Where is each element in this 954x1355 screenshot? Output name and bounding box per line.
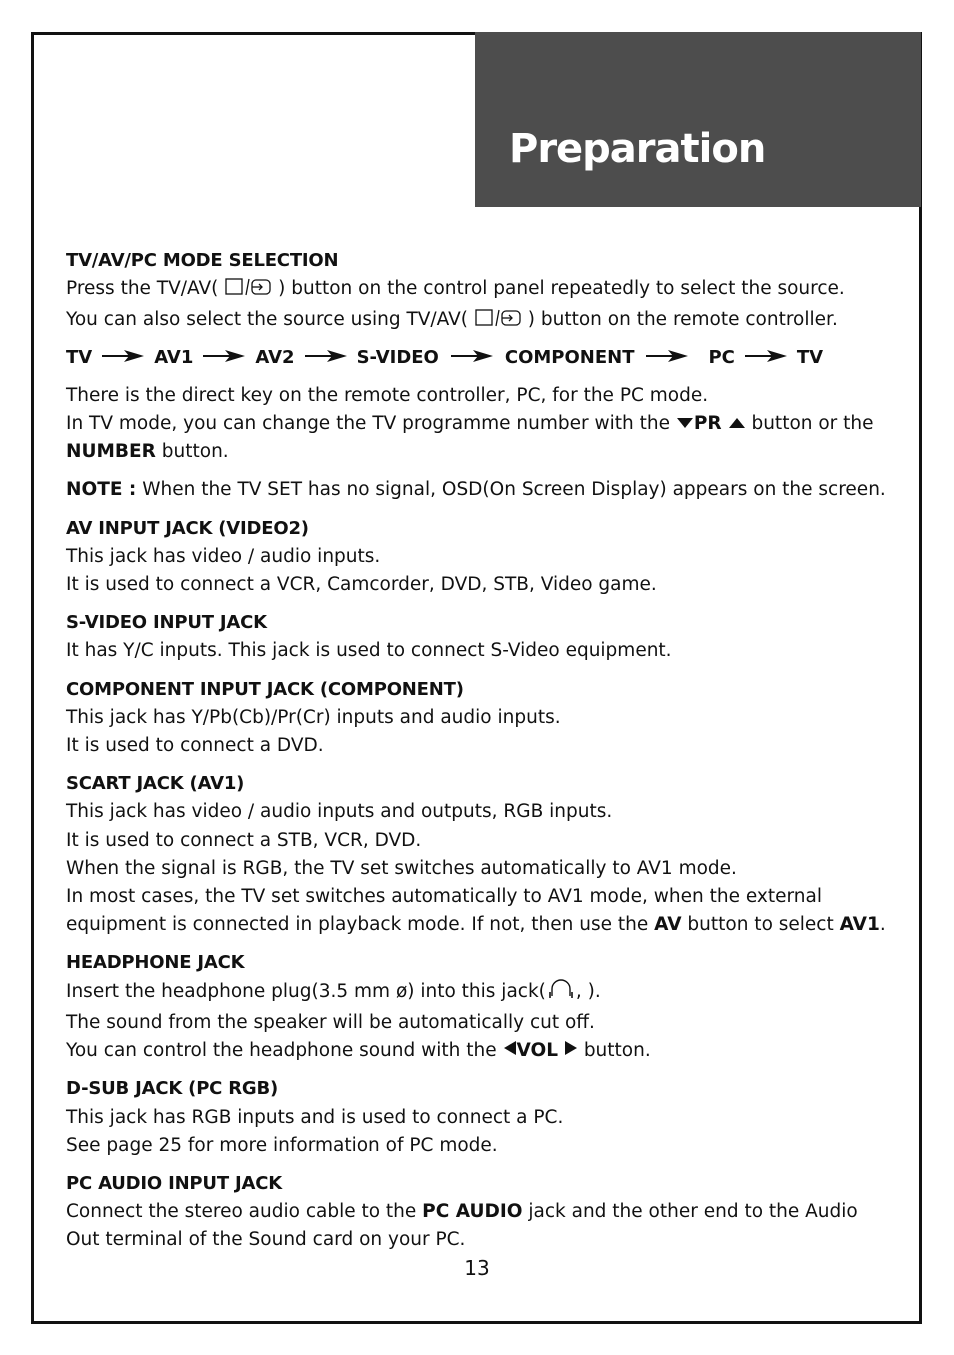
text-line: It is used to connect a DVD. [66,734,324,756]
text-line [66,1037,886,1065]
arrow-right-icon [203,344,245,372]
text-line [66,410,886,438]
section-pc-audio [66,1170,886,1255]
text-paragraph [66,1198,886,1254]
text-line: It has Y/C inputs. This jack is used to connect S-Video equipment. [66,640,672,662]
text-line: The sound from the speaker will be automatically cut off. [66,1011,595,1033]
text-line: This jack has video / audio inputs and outputs, RGB inputs. [66,801,613,823]
note-label: NOTE : [66,479,137,501]
text-fragment: button. [583,1040,651,1062]
section-heading: COMPONENT INPUT JACK (COMPONENT) [66,678,464,700]
text-line: It is used to connect a STB, VCR, DVD. [66,829,422,851]
text-line [66,275,886,306]
section-scart [66,770,886,939]
text-fragment: ) button on the control panel repeatedly to select the source. [278,278,845,300]
av1-label: AV1 [839,914,880,936]
text-fragment: ) button on the remote controller. [527,309,838,331]
text-fragment: jack and the other end to the Audio Out terminal of the Sound card on your PC. [66,1201,858,1251]
text-line [66,978,886,1009]
av-label: AV [654,914,682,936]
text-fragment: , ). [575,980,601,1002]
triangle-left-icon [503,1037,517,1065]
flow-item: TV [66,346,93,368]
header-banner [475,32,921,207]
text-fragment: In TV mode, you can change the TV programme number with the [66,412,670,434]
section-mode-selection [66,247,886,505]
text-line: It is used to connect a VCR, Camcorder, DVD, STB, Video game. [66,573,657,595]
section-heading: S-VIDEO INPUT JACK [66,612,267,634]
section-heading: HEADPHONE JACK [66,952,245,974]
text-line: When the signal is RGB, the TV set switches automatically to AV1 mode. [66,857,737,879]
section-heading: D-SUB JACK (PC RGB) [66,1078,279,1100]
flow-item: AV2 [255,346,295,368]
flow-item: COMPONENT [504,346,635,368]
note-line [66,476,886,504]
text-line: See page 25 for more information of PC mode. [66,1134,498,1156]
number-label: NUMBER [66,441,156,463]
vol-label: VOL [516,1040,559,1062]
text-line [66,438,886,466]
flow-item: S-VIDEO [356,346,439,368]
arrow-right-icon [451,344,493,372]
section-svideo [66,609,886,665]
text-line [66,306,886,337]
triangle-up-icon [728,410,746,438]
pr-label: PR [693,412,722,434]
pc-audio-label: PC AUDIO [422,1201,523,1223]
text-fragment: Connect the stereo audio cable to the [66,1201,423,1223]
arrow-right-icon [305,344,347,372]
text-line: This jack has Y/Pb(Cb)/Pr(Cr) inputs and audio inputs. [66,706,561,728]
section-heading: PC AUDIO INPUT JACK [66,1172,282,1194]
text-paragraph [66,883,886,939]
triangle-down-icon [676,410,694,438]
text-fragment: button. [155,441,229,463]
section-heading: AV INPUT JACK (VIDEO2) [66,517,309,539]
text-fragment: . [879,914,886,936]
section-av-input [66,515,886,600]
headphone-icon [546,978,576,1009]
arrow-right-icon [745,344,787,372]
text-fragment: You can control the headphone sound with the [66,1040,497,1062]
source-flow [66,346,886,370]
flow-item: AV1 [154,346,194,368]
section-heading: SCART JACK (AV1) [66,773,245,795]
arrow-right-icon [102,344,144,372]
text-fragment: button to select [681,914,840,936]
text-line: There is the direct key on the remote controller, PC, for the PC mode. [66,384,709,406]
section-heading: TV/AV/PC MODE SELECTION [66,250,339,271]
page-content [66,247,886,1265]
text-line: This jack has RGB inputs and is used to connect a PC. [66,1106,564,1128]
text-fragment: You can also select the source using TV/AV( [66,309,468,331]
text-fragment: In most cases, the TV set switches automatically to AV1 mode, when the external equipment is connected in playback mode. If not, then use the [66,885,822,936]
note-text: When the TV SET has no signal, OSD(On Screen Display) appears on the screen. [136,479,886,501]
section-headphone [66,949,886,1065]
page-title: Preparation [509,126,766,172]
page-number: 13 [464,1256,490,1280]
text-fragment: Insert the headphone plug(3.5 mm ø) into this jack( [66,980,546,1002]
triangle-right-icon [564,1037,578,1065]
text-fragment: button or the [751,412,874,434]
text-fragment: Press the TV/AV( [66,278,219,300]
section-component [66,676,886,761]
tv-av-icon [474,308,522,337]
flow-item: PC [708,346,735,368]
tv-av-icon [224,277,272,306]
arrow-right-icon [646,344,688,372]
section-dsub [66,1075,886,1160]
flow-item: TV [796,346,824,368]
text-line: This jack has video / audio inputs. [66,545,381,567]
